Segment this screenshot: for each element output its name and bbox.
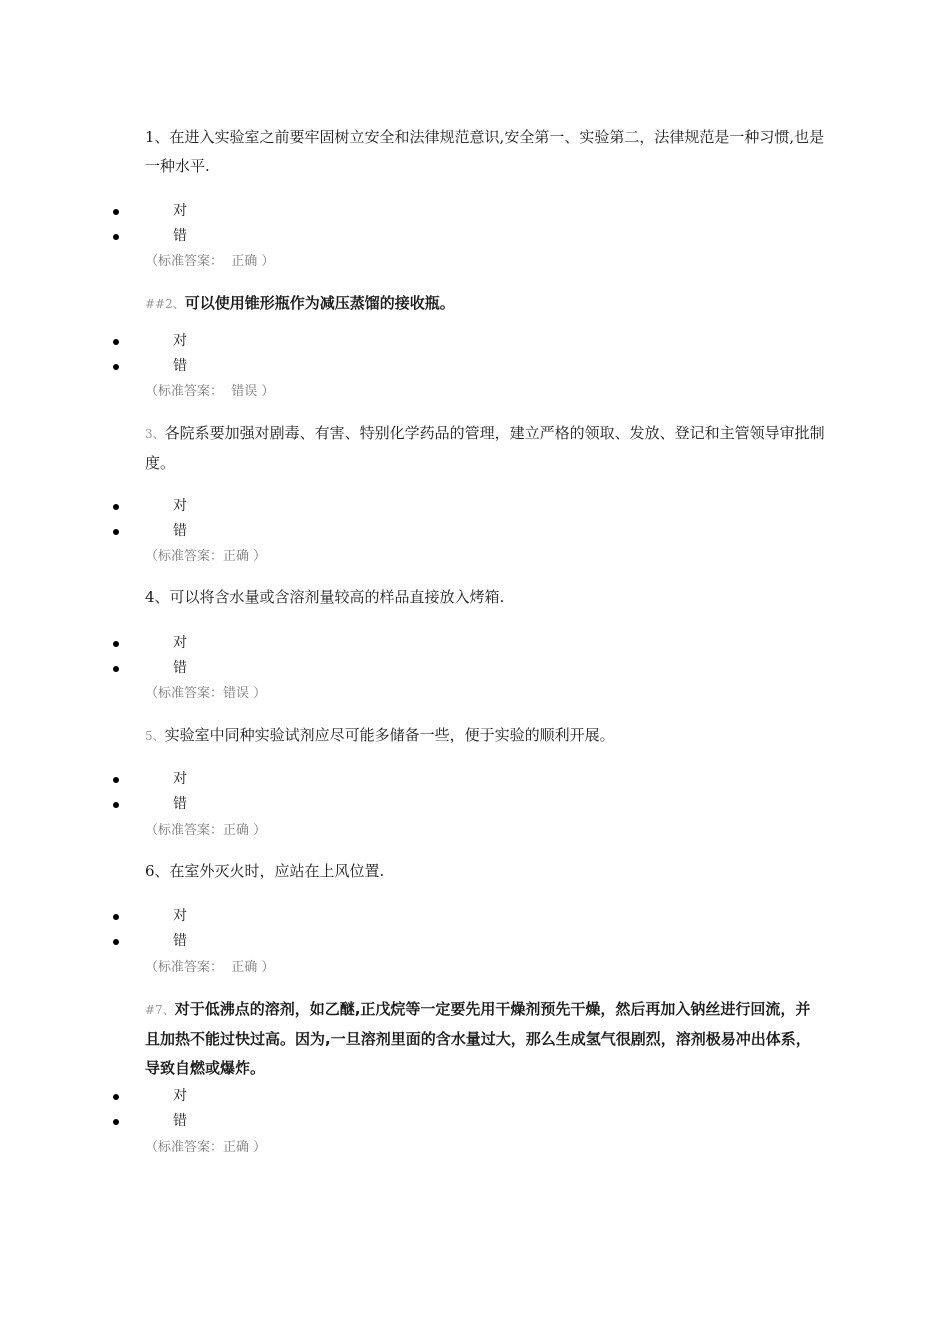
question-text: 在室外灭火时，应站在上风位置. [169, 862, 385, 880]
bullet-icon [113, 939, 119, 945]
question-text: 可以使用锥形瓶作为减压蒸馏的接收瓶。 [184, 294, 455, 312]
option-false[interactable] [0, 935, 400, 957]
bullet-icon [113, 234, 119, 240]
standard-answer: （标准答案： 错误 ） [145, 384, 275, 399]
question-3 [145, 419, 825, 478]
question-text: 对于低沸点的溶剂，如乙醚,正戊烷等一定要先用干燥剂预先干燥，然后再加入钠丝进行回流，并且加热不能过快过高。因为,一旦溶剂里面的含水量过大，那么生成氢气很剧烈，溶剂极易冲出体系，导致自燃或爆炸。 [145, 1000, 811, 1077]
question-number: 4、 [145, 588, 170, 606]
question-number: 3、 [145, 427, 165, 441]
question-text: 在进入实验室之前要牢固树立安全和法律规范意识,安全第一、实验第二，法律规范是一种习惯,也是一种水平. [145, 128, 825, 175]
standard-answer: （标准答案：正确 ） [145, 823, 267, 838]
option-false[interactable] [0, 525, 400, 547]
question-5 [145, 721, 825, 751]
standard-answer: （标准答案： 正确 ） [145, 960, 275, 975]
option-false[interactable] [0, 662, 400, 684]
option-label: 错 [173, 1113, 187, 1129]
bullet-icon [113, 777, 119, 783]
option-true[interactable] [0, 1090, 400, 1112]
option-true[interactable] [0, 205, 400, 227]
option-label: 错 [173, 796, 187, 812]
standard-answer: （标准答案：正确 ） [145, 549, 267, 564]
bullet-icon [113, 1094, 119, 1100]
option-label: 错 [173, 228, 187, 244]
question-4 [145, 583, 825, 612]
option-true[interactable] [0, 500, 400, 522]
bullet-icon [113, 1119, 119, 1125]
question-1 [145, 123, 825, 181]
bullet-icon [113, 666, 119, 672]
option-label: 对 [173, 908, 187, 924]
option-label: 对 [173, 498, 187, 514]
option-label: 对 [173, 203, 187, 219]
question-text: 各院系要加强对剧毒、有害、特别化学药品的管理，建立严格的领取、发放、登记和主管领导审批制度。 [145, 424, 825, 472]
option-label: 对 [173, 333, 187, 349]
question-7 [145, 995, 825, 1083]
option-false[interactable] [0, 230, 400, 252]
standard-answer: （标准答案：错误 ） [145, 686, 267, 701]
bullet-icon [113, 802, 119, 808]
option-false[interactable] [0, 360, 400, 382]
question-6 [145, 857, 825, 886]
question-number: #7、 [145, 1003, 175, 1017]
option-label: 错 [173, 933, 187, 949]
bullet-icon [113, 529, 119, 535]
question-number: 6、 [145, 862, 170, 880]
option-false[interactable] [0, 1115, 400, 1137]
bullet-icon [113, 209, 119, 215]
option-label: 对 [173, 771, 187, 787]
question-number: 1、 [145, 128, 170, 146]
option-true[interactable] [0, 335, 400, 357]
question-number: ##2、 [145, 297, 185, 311]
option-label: 错 [173, 523, 187, 539]
question-2 [145, 289, 825, 319]
bullet-icon [113, 914, 119, 920]
question-number: 5、 [145, 729, 165, 743]
option-label: 对 [173, 635, 187, 651]
option-label: 对 [173, 1088, 187, 1104]
standard-answer: （标准答案：正确 ） [145, 1140, 267, 1155]
option-true[interactable] [0, 910, 400, 932]
question-text: 实验室中同种实验试剂应尽可能多储备一些，便于实验的顺利开展。 [164, 726, 615, 744]
question-text: 可以将含水量或含溶剂量较高的样品直接放入烤箱. [169, 588, 505, 606]
bullet-icon [113, 504, 119, 510]
option-true[interactable] [0, 637, 400, 659]
option-label: 错 [173, 660, 187, 676]
option-label: 错 [173, 358, 187, 374]
bullet-icon [113, 339, 119, 345]
bullet-icon [113, 364, 119, 370]
standard-answer: （标准答案： 正确 ） [145, 254, 275, 269]
option-false[interactable] [0, 798, 400, 820]
option-true[interactable] [0, 773, 400, 795]
bullet-icon [113, 641, 119, 647]
